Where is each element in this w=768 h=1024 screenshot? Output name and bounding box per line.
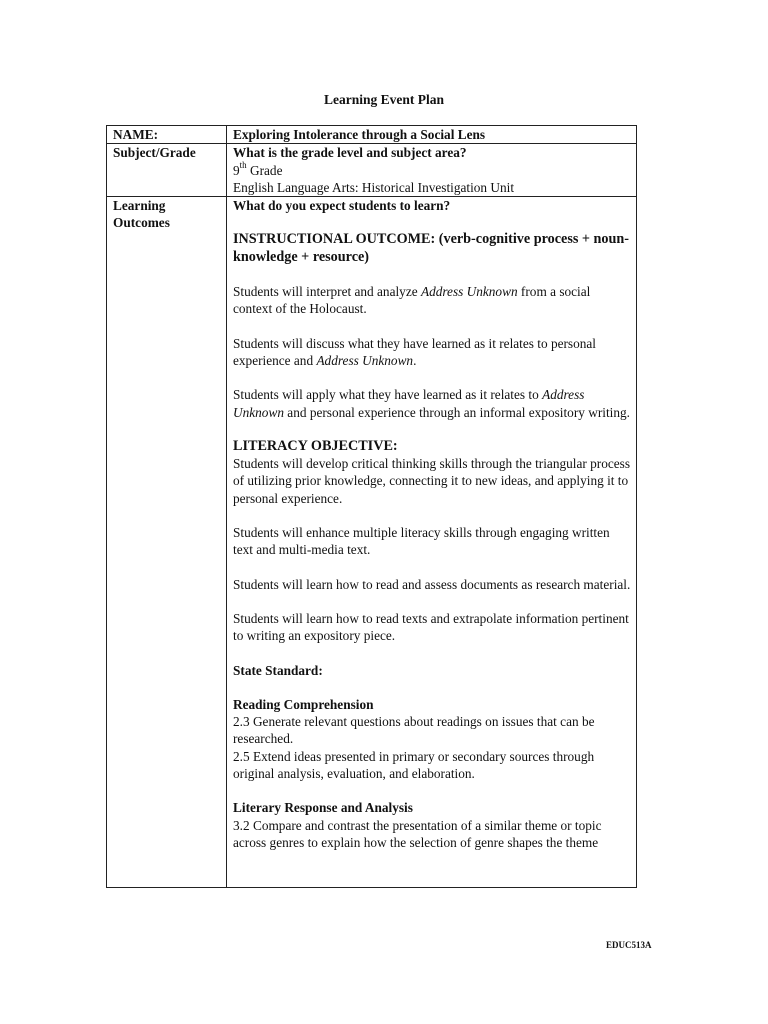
grade-suffix: th	[239, 160, 247, 171]
io2-text-b: .	[413, 352, 417, 368]
io3-book-title: Address Unknown	[233, 387, 585, 420]
literacy-objective-2: Students will enhance multiple literacy skills through engaging written text and multi-media text.	[233, 525, 610, 558]
learning-outcomes-label	[107, 197, 227, 888]
plan-table	[106, 125, 637, 888]
grade-number: 9	[233, 162, 240, 178]
name-value: Exploring Intolerance through a Social Lens	[227, 126, 637, 144]
io1-book-title: Address Unknown	[420, 284, 518, 300]
io1-text-b: from a social context of the Holocaust.	[233, 284, 591, 317]
subject-question: What is the grade level and subject area?	[233, 145, 467, 161]
grade-word: Grade	[246, 162, 283, 178]
subject-area: English Language Arts: Historical Investigation Unit	[233, 179, 515, 195]
document-title: Learning Event Plan	[323, 92, 444, 107]
literacy-objective-heading: LITERACY OBJECTIVE:	[233, 437, 398, 454]
state-standard-heading: State Standard:	[233, 662, 323, 678]
io1-text-a: Students will interpret and analyze	[233, 284, 421, 300]
io3-text-a: Students will apply what they have learned as it relates to	[233, 387, 543, 403]
literacy-objective-3: Students will learn how to read and assess documents as research material.	[233, 576, 631, 592]
outcomes-label-line-2: Outcomes	[113, 215, 170, 231]
io2-book-title: Address Unknown	[316, 352, 414, 368]
subject-grade-row	[107, 144, 637, 197]
learning-outcomes-cell	[227, 197, 637, 888]
reading-comprehension-heading: Reading Comprehension	[233, 696, 374, 712]
subject-grade-label: Subject/Grade	[107, 144, 227, 197]
subject-grade-cell	[227, 144, 637, 197]
instructional-outcome-2	[233, 335, 631, 370]
learning-outcomes-row	[107, 197, 637, 888]
instructional-outcome-heading: INSTRUCTIONAL OUTCOME: (verb-cognitive process + noun-knowledge + resource)	[233, 231, 630, 265]
reading-standard-2-3: 2.3 Generate relevant questions about readings on issues that can be researched.	[233, 714, 595, 747]
instructional-outcome-1	[233, 283, 631, 318]
footer-course-code: EDUC513A	[606, 940, 652, 950]
name-row	[107, 126, 637, 144]
grade-level	[233, 162, 631, 179]
instructional-outcome-3	[233, 386, 631, 421]
literary-response-heading: Literary Response and Analysis	[233, 800, 413, 816]
io3-text-b: and personal experience through an informal expository writing.	[283, 404, 630, 420]
io2-text-a: Students will discuss what they have learned as it relates to personal experience and	[233, 335, 596, 368]
reading-standard-2-5: 2.5 Extend ideas presented in primary or secondary sources through original analysis, evaluation, and elaboration.	[233, 748, 595, 782]
literacy-objective-4: Students will learn how to read texts and extrapolate information pertinent to writing an expository piece.	[233, 610, 629, 644]
name-label: NAME:	[107, 126, 227, 144]
outcomes-question: What do you expect students to learn?	[233, 198, 451, 214]
outcomes-label-line-1: Learning	[113, 198, 166, 214]
literacy-objective-1: Students will develop critical thinking skills through the triangular process of utilizing prior knowledge, connecting it to new ideas, and applying it to personal experience.	[233, 456, 630, 506]
literary-standard-3-2: 3.2 Compare and contrast the presentation of a similar theme or topic across genres to explain how the selection of genre shapes the theme	[233, 817, 602, 850]
